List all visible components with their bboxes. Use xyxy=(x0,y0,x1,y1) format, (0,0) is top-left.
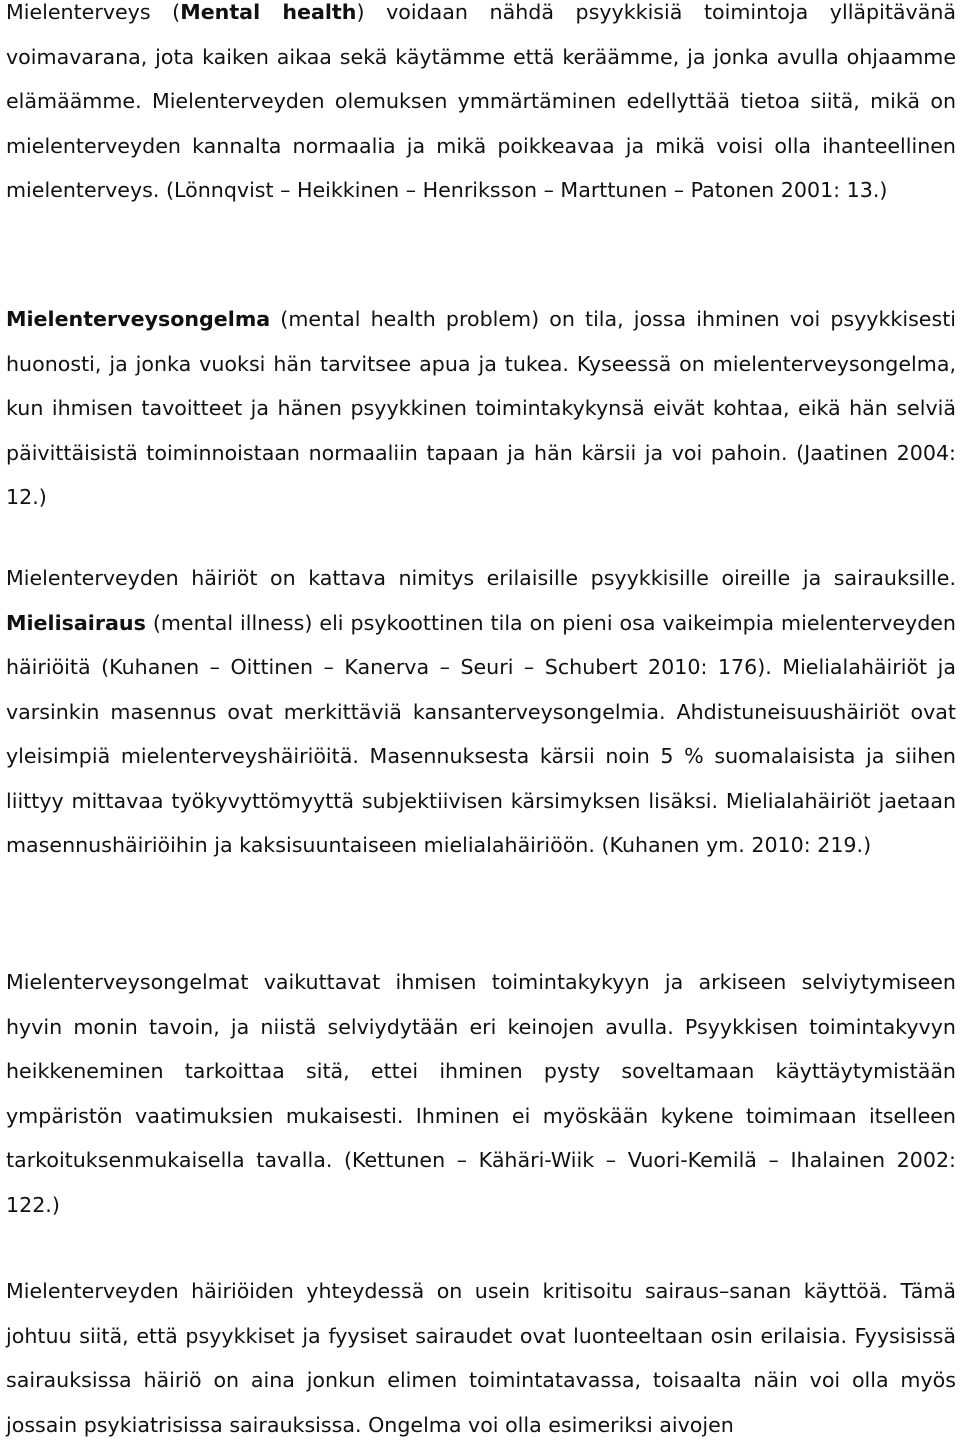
paragraph-functional-capacity xyxy=(6,960,956,1227)
term-mental-health: Mental health xyxy=(180,0,357,24)
term-mental-health-problem: Mielenterveysongelma xyxy=(6,307,271,331)
text-segment: Mielenterveys ( xyxy=(6,0,181,24)
text-segment: Mielenterveyden häiriöt on kattava nimitys erilaisille psyykkisille oireille ja sairauksille. xyxy=(6,566,956,590)
paragraph-mental-disorders xyxy=(6,556,956,868)
term-mental-illness: Mielisairaus xyxy=(6,610,146,635)
paragraph-illness-term xyxy=(6,1269,956,1447)
text-segment: Mielenterveyden häiriöiden yhteydessä on usein kritisoitu sairaus–sanan käyttöä. Tämä johtuu siitä, että psyykkiset ja fyysiset sairaudet ovat luonteeltaan osin erilaisia. Fyysisissä sairauksissa häiriö on aina jonkun elimen toimintatavassa, toisaalta näin voi olla myös jossain psykiatrisissa sairauksissa. Ongelma voi olla esimeriksi aivojen xyxy=(6,1279,956,1437)
text-segment: Mielenterveysongelmat vaikuttavat ihmisen toimintakykyyn ja arkiseen selviytymiseen hyvin monin tavoin, ja niistä selviydytään eri keinojen avulla. Psyykkisen toimintakyvyn heikkeneminen tarkoittaa sitä, ettei ihminen pysty soveltamaan käyttäytymistään ympäristön vaatimuksien mukaisesti. Ihminen ei myöskään kykene toimimaan itselleen tarkoituksenmukaisella tavalla. (Kettunen – Kähäri-Wiik – Vuori-Kemilä – Ihalainen 2002: 122.) xyxy=(6,970,956,1217)
text-segment: (mental health problem) on tila, jossa ihminen voi psyykkisesti huonosti, ja jonka vuoksi hän tarvitsee apua ja tukea. Kyseessä on mielenterveysongelma, kun ihmisen tavoitteet ja hänen psyykkinen toimintakykynsä eivät kohtaa, eikä hän selviä päivittäisistä toiminnoistaan normaaliin tapaan ja hän kärsii ja voi pahoin. (Jaatinen 2004: 12.) xyxy=(6,307,956,509)
text-segment: (mental illness) eli psykoottinen tila on pieni osa vaikeimpia mielenterveyden häiriöitä (Kuhanen – Oittinen – Kanerva – Seuri – Schubert 2010: 176). Mielialahäiriöt ja varsinkin masennus ovat merkittäviä kansanterveysongelmia. Ahdistuneisuushäiriöt ovat yleisimpiä mielenterveyshäiriöitä. Masennuksesta kärsii noin 5 % suomalaisista ja siihen liittyy mittavaa työkyvyttömyyttä subjektiivisen kärsimyksen lisäksi. Mielialahäiriöt jaetaan masennushäiriöihin ja kaksisuuntaiseen mielialahäiriöön. (Kuhanen ym. 2010: 219.) xyxy=(6,610,956,857)
paragraph-mental-health-problem xyxy=(6,297,956,520)
paragraph-mental-health xyxy=(6,0,956,213)
text-segment: ) voidaan nähdä psyykkisiä toimintoja ylläpitävänä voimavarana, jota kaiken aikaa sekä käytämme että keräämme, ja jonka avulla ohjaamme elämäämme. Mielenterveyden olemuksen ymmärtäminen edellyttää tietoa siitä, mikä on mielenterveyden kannalta normaalia ja mikä poikkeavaa ja mikä voisi olla ihanteellinen mielenterveys. (Lönnqvist – Heikkinen – Henriksson – Marttunen – Patonen 2001: 13.) xyxy=(6,0,957,202)
